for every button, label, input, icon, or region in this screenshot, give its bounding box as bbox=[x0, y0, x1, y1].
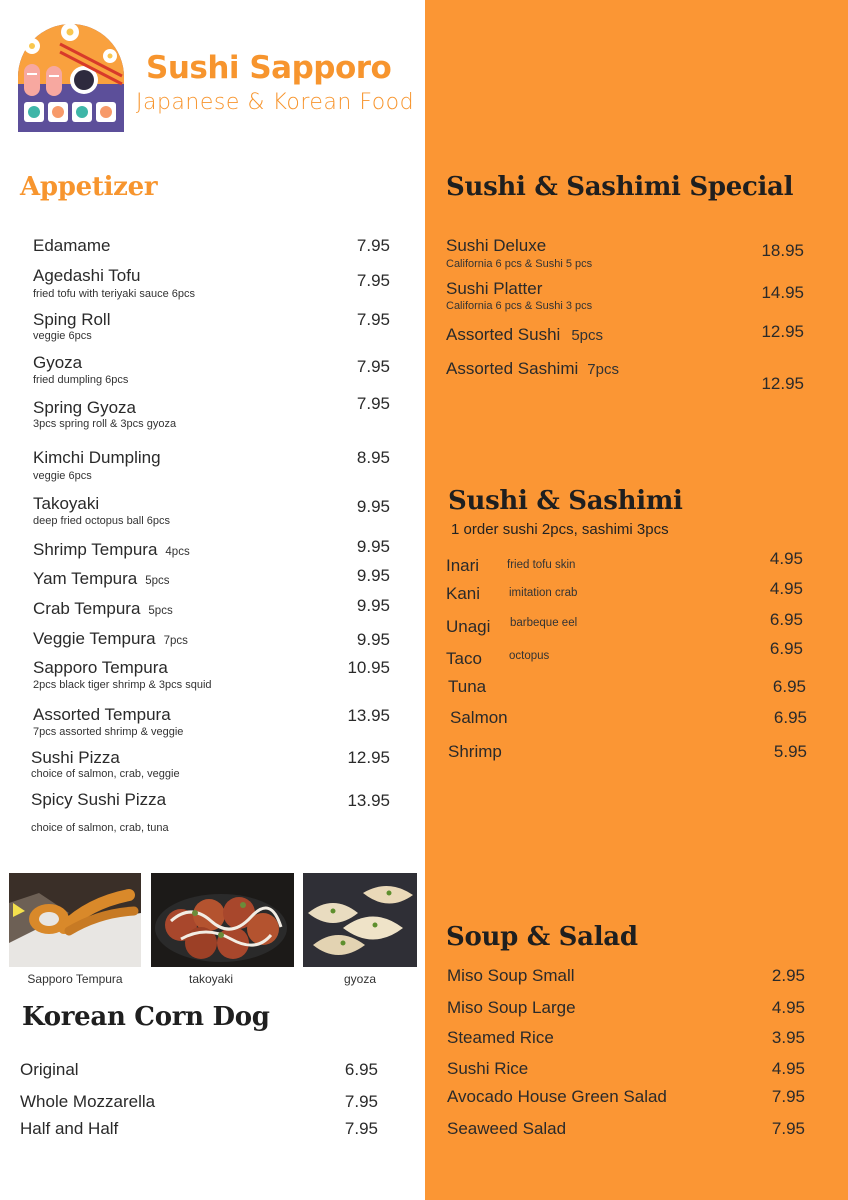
special-item-label: Assorted Sashimi bbox=[446, 359, 579, 378]
appetizer-item-price: 10.95 bbox=[347, 658, 390, 677]
appetizer-item-desc: fried dumpling 6pcs bbox=[33, 374, 129, 386]
appetizer-item-name: Edamame bbox=[33, 236, 111, 255]
corn-dog-item-price: 7.95 bbox=[344, 1092, 378, 1111]
appetizer-item-label: Veggie Tempura bbox=[33, 629, 156, 648]
corn-dog-heading: Korean Corn Dog bbox=[22, 1002, 270, 1032]
appetizer-item-price: 9.95 bbox=[356, 537, 390, 556]
soup-item-name: Seaweed Salad bbox=[447, 1119, 567, 1138]
soup-salad-heading: Soup & Salad bbox=[446, 922, 638, 952]
appetizer-item-price: 7.95 bbox=[356, 357, 390, 376]
sushi-item-name: Tuna bbox=[448, 677, 487, 696]
brand-tagline: Japanese & Korean Food bbox=[136, 90, 415, 115]
appetizer-item-name: Sushi Pizza bbox=[31, 748, 120, 767]
sushi-item-price: 6.95 bbox=[769, 639, 803, 658]
sushi-sashimi-subtitle: 1 order sushi 2pcs, sashimi 3pcs bbox=[451, 521, 669, 538]
corn-dog-item-name: Original bbox=[20, 1060, 79, 1079]
corn-dog-item-name: Whole Mozzarella bbox=[20, 1092, 156, 1111]
sushi-item-note: fried tofu skin bbox=[507, 559, 576, 571]
special-item-desc: California 6 pcs & Sushi 3 pcs bbox=[446, 300, 593, 312]
appetizer-item-price: 9.95 bbox=[356, 497, 390, 516]
special-item-name: Sushi Platter bbox=[446, 279, 543, 298]
photo-caption: gyoza bbox=[343, 972, 377, 986]
appetizer-item-qty: 5pcs bbox=[145, 575, 170, 587]
appetizer-item-price: 7.95 bbox=[356, 236, 390, 255]
takoyaki-photo bbox=[151, 873, 294, 967]
appetizer-item-qty: 7pcs bbox=[163, 635, 188, 647]
soup-item-price: 7.95 bbox=[771, 1119, 805, 1138]
appetizer-item-price: 7.95 bbox=[356, 394, 390, 413]
appetizer-item-name: Agedashi Tofu bbox=[33, 266, 141, 285]
soup-item-price: 2.95 bbox=[771, 966, 805, 985]
appetizer-item-price: 7.95 bbox=[356, 310, 390, 329]
appetizer-item-label: Yam Tempura bbox=[33, 569, 138, 588]
brand-name: Sushi Sapporo bbox=[146, 50, 392, 86]
appetizer-item-name bbox=[33, 569, 170, 589]
sushi-item-note: octopus bbox=[509, 650, 550, 662]
sushi-item-name: Taco bbox=[446, 649, 482, 668]
appetizer-item-name: Assorted Tempura bbox=[33, 705, 171, 724]
sushi-item-name: Shrimp bbox=[448, 742, 502, 761]
sushi-item-note: barbeque eel bbox=[510, 617, 578, 629]
appetizer-item-name: Sapporo Tempura bbox=[33, 658, 168, 677]
appetizer-item-desc: 7pcs assorted shrimp & veggie bbox=[33, 726, 184, 738]
appetizer-item-price: 9.95 bbox=[356, 596, 390, 615]
sushi-item-price: 6.95 bbox=[769, 610, 803, 629]
appetizer-item-name bbox=[33, 599, 173, 619]
appetizer-item-name: Spring Gyoza bbox=[33, 398, 136, 417]
sushi-item-price: 6.95 bbox=[772, 677, 806, 696]
appetizer-item-label: Crab Tempura bbox=[33, 599, 141, 618]
sushi-item-price: 4.95 bbox=[769, 549, 803, 568]
appetizer-item-desc: choice of salmon, crab, veggie bbox=[31, 768, 180, 780]
sushi-item-price: 5.95 bbox=[773, 742, 807, 761]
appetizer-item-price: 13.95 bbox=[347, 791, 390, 810]
appetizer-item-price: 9.95 bbox=[356, 566, 390, 585]
appetizer-item-price: 9.95 bbox=[356, 630, 390, 649]
soup-item-name: Sushi Rice bbox=[447, 1059, 529, 1078]
appetizer-item-price: 13.95 bbox=[347, 706, 390, 725]
special-item-label: Assorted Sushi bbox=[446, 325, 561, 344]
sushi-item-name: Inari bbox=[446, 556, 480, 575]
appetizer-item-desc: fried tofu with teriyaki sauce 6pcs bbox=[33, 288, 196, 300]
appetizer-item-name bbox=[33, 629, 188, 649]
photo-caption: takoyaki bbox=[188, 972, 234, 986]
photo-caption: Sapporo Tempura bbox=[27, 972, 123, 986]
appetizer-item-qty: 4pcs bbox=[165, 546, 190, 558]
special-item-desc: California 6 pcs & Sushi 5 pcs bbox=[446, 258, 593, 270]
soup-item-name: Miso Soup Large bbox=[447, 998, 576, 1017]
appetizer-item-name: Gyoza bbox=[33, 353, 83, 372]
appetizer-item-price: 12.95 bbox=[347, 748, 390, 767]
special-item-name bbox=[446, 359, 619, 379]
appetizer-heading: Appetizer bbox=[20, 172, 158, 202]
sushi-item-price: 4.95 bbox=[769, 579, 803, 598]
sushi-item-name: Salmon bbox=[450, 708, 508, 727]
special-item-name bbox=[446, 325, 603, 345]
soup-item-price: 7.95 bbox=[771, 1087, 805, 1106]
special-item-price: 12.95 bbox=[761, 322, 804, 341]
corn-dog-item-name: Half and Half bbox=[20, 1119, 119, 1138]
soup-item-price: 4.95 bbox=[771, 998, 805, 1017]
special-heading: Sushi & Sashimi Special bbox=[446, 172, 794, 202]
sushi-logo-icon bbox=[18, 22, 124, 132]
appetizer-item-desc: 3pcs spring roll & 3pcs gyoza bbox=[33, 418, 177, 430]
soup-item-price: 3.95 bbox=[771, 1028, 805, 1047]
soup-item-price: 4.95 bbox=[771, 1059, 805, 1078]
appetizer-item-label: Shrimp Tempura bbox=[33, 540, 158, 559]
gyoza-photo bbox=[303, 873, 417, 967]
sapporo-tempura-photo bbox=[9, 873, 141, 967]
sushi-item-price: 6.95 bbox=[773, 708, 807, 727]
special-item-qty: 7pcs bbox=[587, 361, 619, 378]
sushi-item-note: imitation crab bbox=[509, 587, 578, 599]
corn-dog-item-price: 7.95 bbox=[344, 1119, 378, 1138]
appetizer-item-qty: 5pcs bbox=[148, 605, 173, 617]
appetizer-item-desc: deep fried octopus ball 6pcs bbox=[33, 515, 170, 527]
appetizer-item-price: 8.95 bbox=[356, 448, 390, 467]
appetizer-item-name: Takoyaki bbox=[33, 494, 100, 513]
sushi-sashimi-heading: Sushi & Sashimi bbox=[448, 486, 683, 516]
appetizer-item-name bbox=[33, 540, 190, 560]
appetizer-item-name: Kimchi Dumpling bbox=[33, 448, 161, 467]
appetizer-item-desc: veggie 6pcs bbox=[33, 470, 92, 482]
special-item-qty: 5pcs bbox=[571, 327, 604, 344]
sushi-item-name: Unagi bbox=[446, 617, 491, 636]
sushi-item-name: Kani bbox=[446, 584, 481, 603]
soup-item-name: Avocado House Green Salad bbox=[447, 1087, 667, 1106]
appetizer-item-name: Sping Roll bbox=[33, 310, 111, 329]
appetizer-item-name: Spicy Sushi Pizza bbox=[31, 790, 167, 809]
special-item-price: 18.95 bbox=[761, 241, 804, 260]
soup-item-name: Miso Soup Small bbox=[447, 966, 575, 985]
appetizer-item-price: 7.95 bbox=[356, 271, 390, 290]
special-item-price: 14.95 bbox=[761, 283, 804, 302]
soup-item-name: Steamed Rice bbox=[447, 1028, 554, 1047]
special-item-price: 12.95 bbox=[761, 374, 804, 393]
appetizer-item-desc: choice of salmon, crab, tuna bbox=[31, 822, 169, 834]
appetizer-item-desc: veggie 6pcs bbox=[33, 330, 92, 342]
appetizer-item-desc: 2pcs black tiger shrimp & 3pcs squid bbox=[33, 679, 212, 691]
special-item-name: Sushi Deluxe bbox=[446, 236, 547, 255]
corn-dog-item-price: 6.95 bbox=[344, 1060, 378, 1079]
